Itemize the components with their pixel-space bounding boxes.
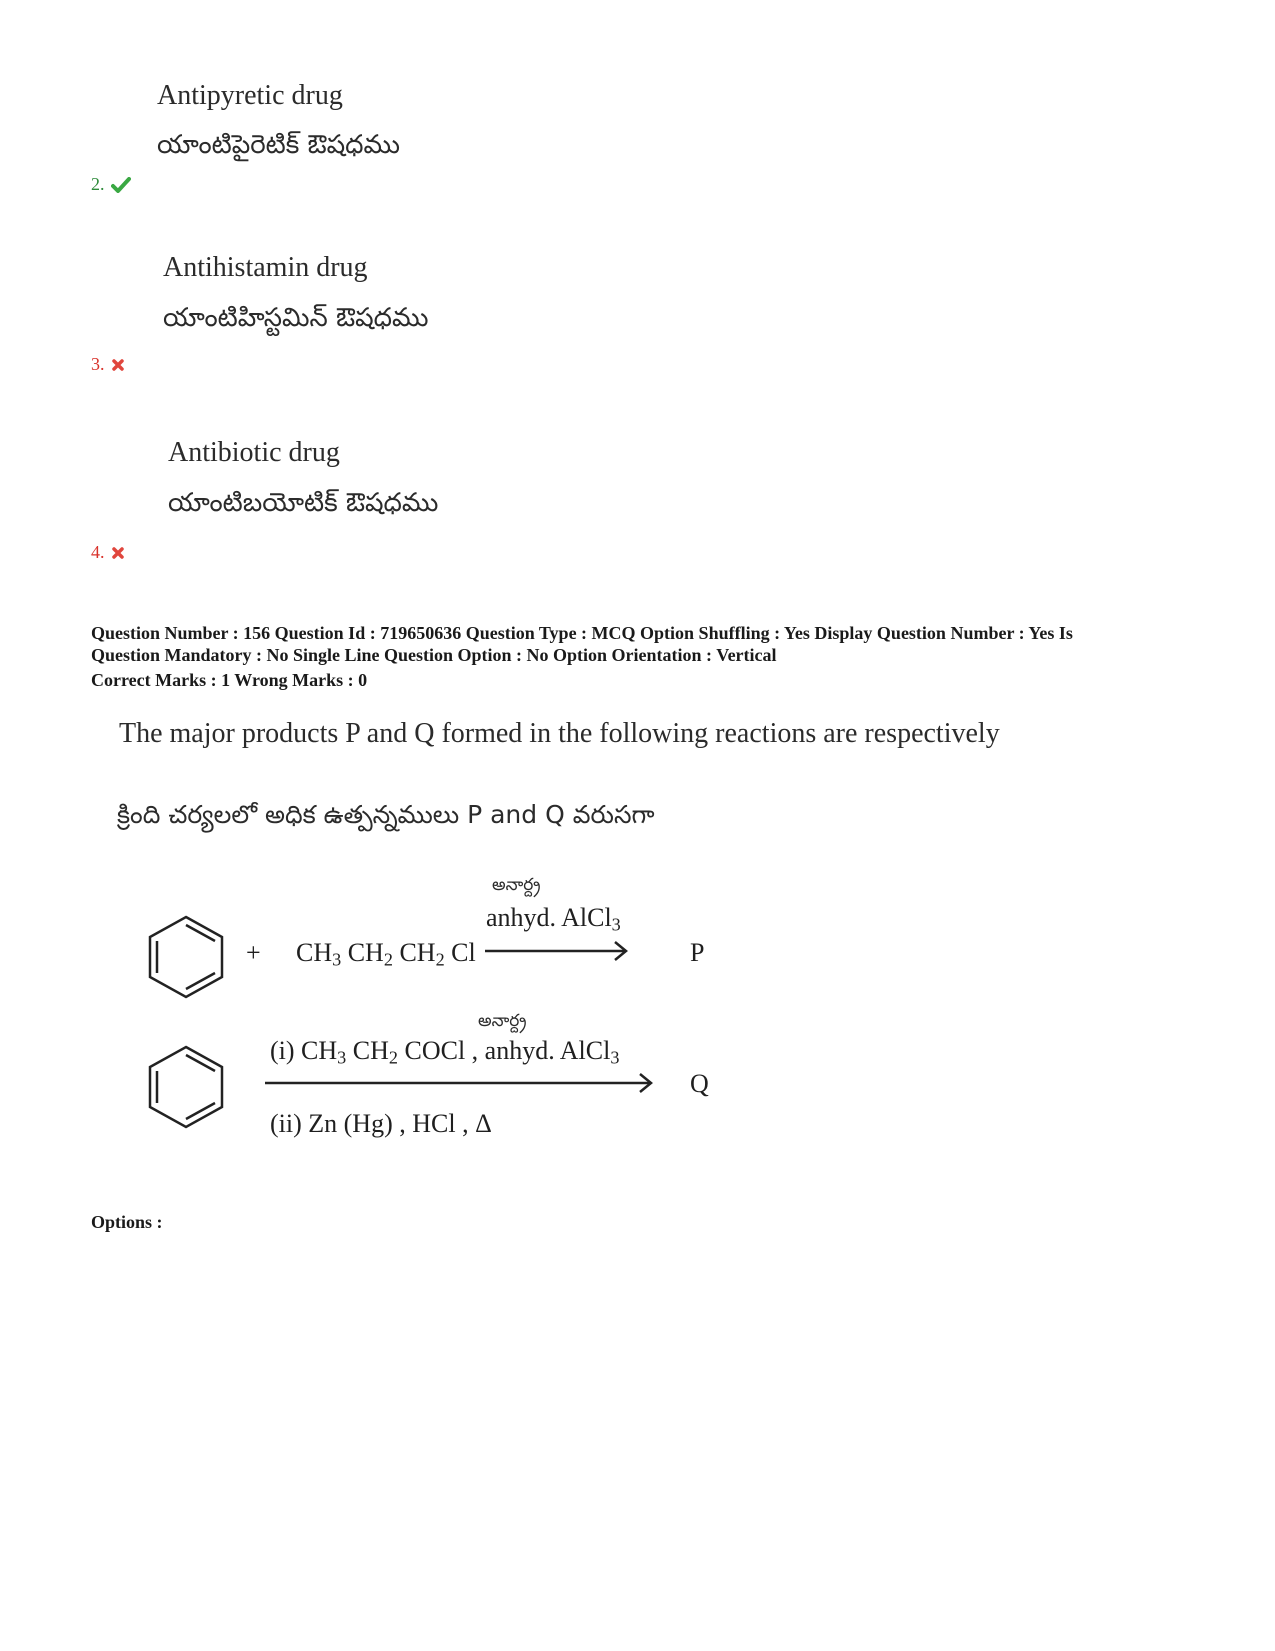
reaction2-step2: (ii) Zn (Hg) , HCl , Δ xyxy=(270,1109,492,1138)
question-text-en: The major products P and Q formed in the following reactions are respectively xyxy=(119,718,1000,749)
options-label: Options : xyxy=(91,1212,163,1232)
reaction1-reagent-te: అనార్ద్ర xyxy=(492,875,541,895)
reaction1-reagent: anhyd. AlCl$_3$ xyxy=(486,903,621,935)
question-meta xyxy=(91,622,1201,691)
benzene-ring-1 xyxy=(145,913,227,1001)
reaction2-step1: (i) $CH_3$ $CH_2$ COCl , anhyd. AlCl$_3$ xyxy=(270,1036,620,1068)
reaction1-arrow xyxy=(485,940,630,962)
question-meta-line2: Question Mandatory : No Single Line Question Option : No Option Orientation : Vertical xyxy=(91,645,777,665)
option-2-text-te: యాంటిహిస్టమిన్ ఔషధము xyxy=(163,303,429,333)
reaction1-plus: + xyxy=(246,938,261,967)
option-number-4 xyxy=(91,542,125,563)
reaction2-product: Q xyxy=(690,1069,709,1098)
question-text-te: క్రింది చర్యలలో అధిక ఉత్పన్నములు P and Q వరుసగా xyxy=(117,800,655,829)
cross-icon xyxy=(111,358,125,372)
option-number-label: 3. xyxy=(91,354,105,374)
option-number-label: 4. xyxy=(91,542,105,562)
option-3-text-te: యాంటిబయోటిక్ ఔషధము xyxy=(168,488,439,518)
benzene-ring-2 xyxy=(145,1043,227,1131)
reaction2-arrow xyxy=(265,1072,655,1094)
option-1-text-en: Antipyretic drug xyxy=(157,80,343,111)
option-1-text-te: యాంటిపైరెటిక్ ఔషధము xyxy=(157,130,400,160)
option-number-3 xyxy=(91,354,125,375)
option-number-label: 2. xyxy=(91,174,105,194)
reaction1-reactant: $CH_3$ $CH_2$ $CH_2$ Cl xyxy=(296,938,476,970)
question-meta-line1: Question Number : 156 Question Id : 719650636 Question Type : MCQ Option Shuffling : Yes Display Question Number : Yes Is xyxy=(91,623,1073,643)
cross-icon xyxy=(111,546,125,560)
reaction1-product: P xyxy=(690,938,705,967)
option-number-2 xyxy=(91,174,131,195)
reaction2-reagent-te: అనార్ద్ర xyxy=(478,1011,527,1031)
check-icon xyxy=(111,177,131,193)
option-3-text-en: Antibiotic drug xyxy=(168,437,340,468)
option-2-text-en: Antihistamin drug xyxy=(163,252,368,283)
question-marks: Correct Marks : 1 Wrong Marks : 0 xyxy=(91,670,368,690)
